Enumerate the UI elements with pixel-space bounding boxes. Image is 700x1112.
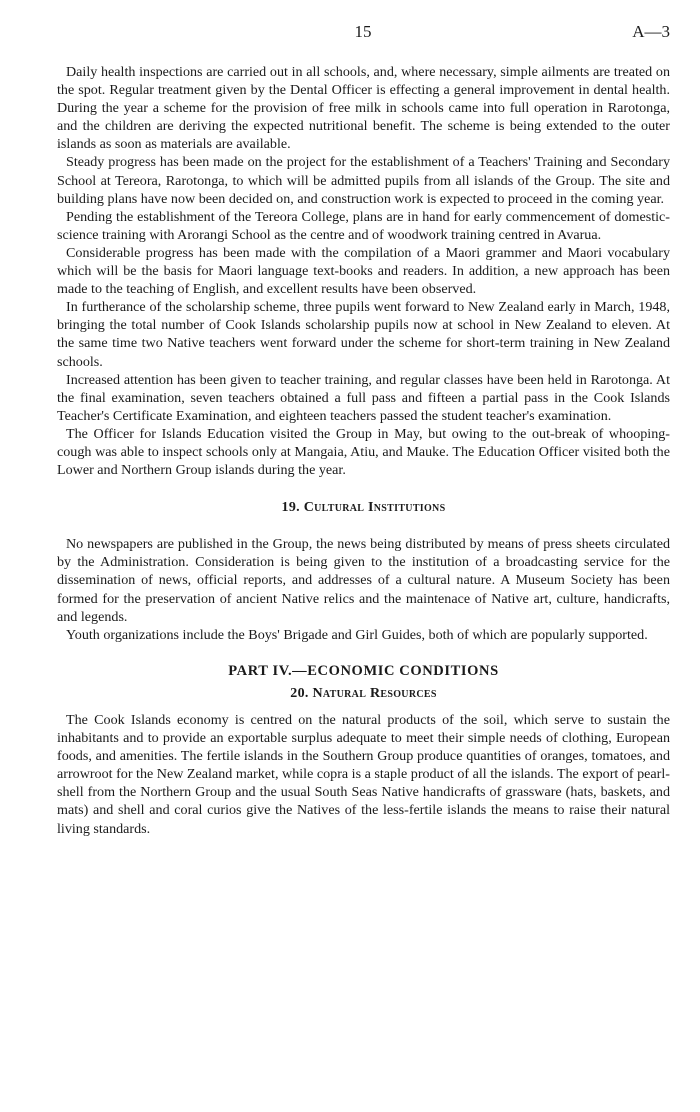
paragraph-maori-grammar: Considerable progress has been made with the compilation of a Maori grammer and Maori vocabulary which will be the basis for Maori language text-books and readers. In addition, a new approach has been made to the teaching of English, and excellent results have been observed.	[57, 244, 670, 298]
paragraph-health-inspections: Daily health inspections are carried out in all schools, and, where necessary, simple ailments are treated on the spot. Regular treatment given by the Dental Officer is effecting a general improvement in dental health. During the year a scheme for the provision of free milk in schools came into full operation in Rarotonga, and the children are deriving the expected nutritional benefit. The scheme is being extended to the outer islands as soon as materials are available.	[57, 64, 670, 153]
part-heading-economic-conditions: PART IV.—ECONOMIC CONDITIONS	[228, 662, 499, 679]
paragraph-cook-islands-economy: The Cook Islands economy is centred on the natural products of the soil, which serve to sustain the inhabitants and to provide an exportable surplus adequate to meet their simple needs of clothing, European foods, and amenities. The fertile islands in the Southern Group produce quantities of oranges, tomatoes, and arrowroot for the New Zealand market, while copra is a staple product of all the islands. The export of pearl-shell from the Northern Group and the usual South Seas Native handicrafts of grassware (hats, baskets, and mats) and shell and coral curios give the Natives of the less-fertile islands the means to raise their natural living standards.	[57, 712, 670, 837]
section-heading-cultural-institutions: 19. Cultural Institutions	[281, 500, 446, 516]
paragraph-tereora-college: Pending the establishment of the Tereora College, plans are in hand for early commencement of domestic-science training with Arorangi School as the centre and of woodwork training centred in Avarua.	[57, 208, 670, 243]
page-number: 15	[354, 22, 372, 41]
paragraph-scholarship-scheme: In furtherance of the scholarship scheme, three pupils went forward to New Zealand early in March, 1948, bringing the total number of Cook Islands scholarship pupils now at school in New Zealand to eleven. At the same time two Native teachers went forward under the scheme for short-term training in New Zealand schools.	[57, 299, 670, 370]
paragraph-education-officer-visits: The Officer for Islands Education visited the Group in May, but owing to the out-break of whooping-cough was able to inspect schools only at Mangaia, Atiu, and Mauke. The Education Officer visited both the Lower and Northern Group islands during the year.	[57, 425, 670, 479]
paragraph-youth-organizations: Youth organizations include the Boys' Brigade and Girl Guides, both of which are popularly supported.	[66, 626, 648, 643]
paragraph-teachers-training-school: Steady progress has been made on the project for the establishment of a Teachers' Training and Secondary School at Tereora, Rarotonga, to which will be admitted pupils from all islands of the Group. The site and building plans have now been decided on, and construction work is expected to proceed in the coming year.	[57, 154, 670, 207]
section-heading-natural-resources: 20. Natural Resources	[290, 685, 437, 701]
paragraph-newspapers-broadcasting: No newspapers are published in the Group, the news being distributed by means of press sheets circulated by the Administration. Consideration is being given to the institution of a broadcasting service for the dissemination of news, official reports, and addresses of a cultural nature. A Museum Society has been formed for the preservation of ancient Native relics and the maintenace of Native art, culture, handicrafts, and legends.	[57, 536, 670, 625]
paragraph-teacher-training: Increased attention has been given to teacher training, and regular classes have been held in Rarotonga. At the final examination, seven teachers obtained a full pass and fifteen a partial pass in the Cook Islands Teacher's Certificate Examination, and eighteen teachers passed the student teacher's examination.	[57, 371, 670, 424]
running-header	[56, 22, 670, 46]
body-text	[57, 63, 670, 838]
document-code: A—3	[632, 22, 670, 41]
